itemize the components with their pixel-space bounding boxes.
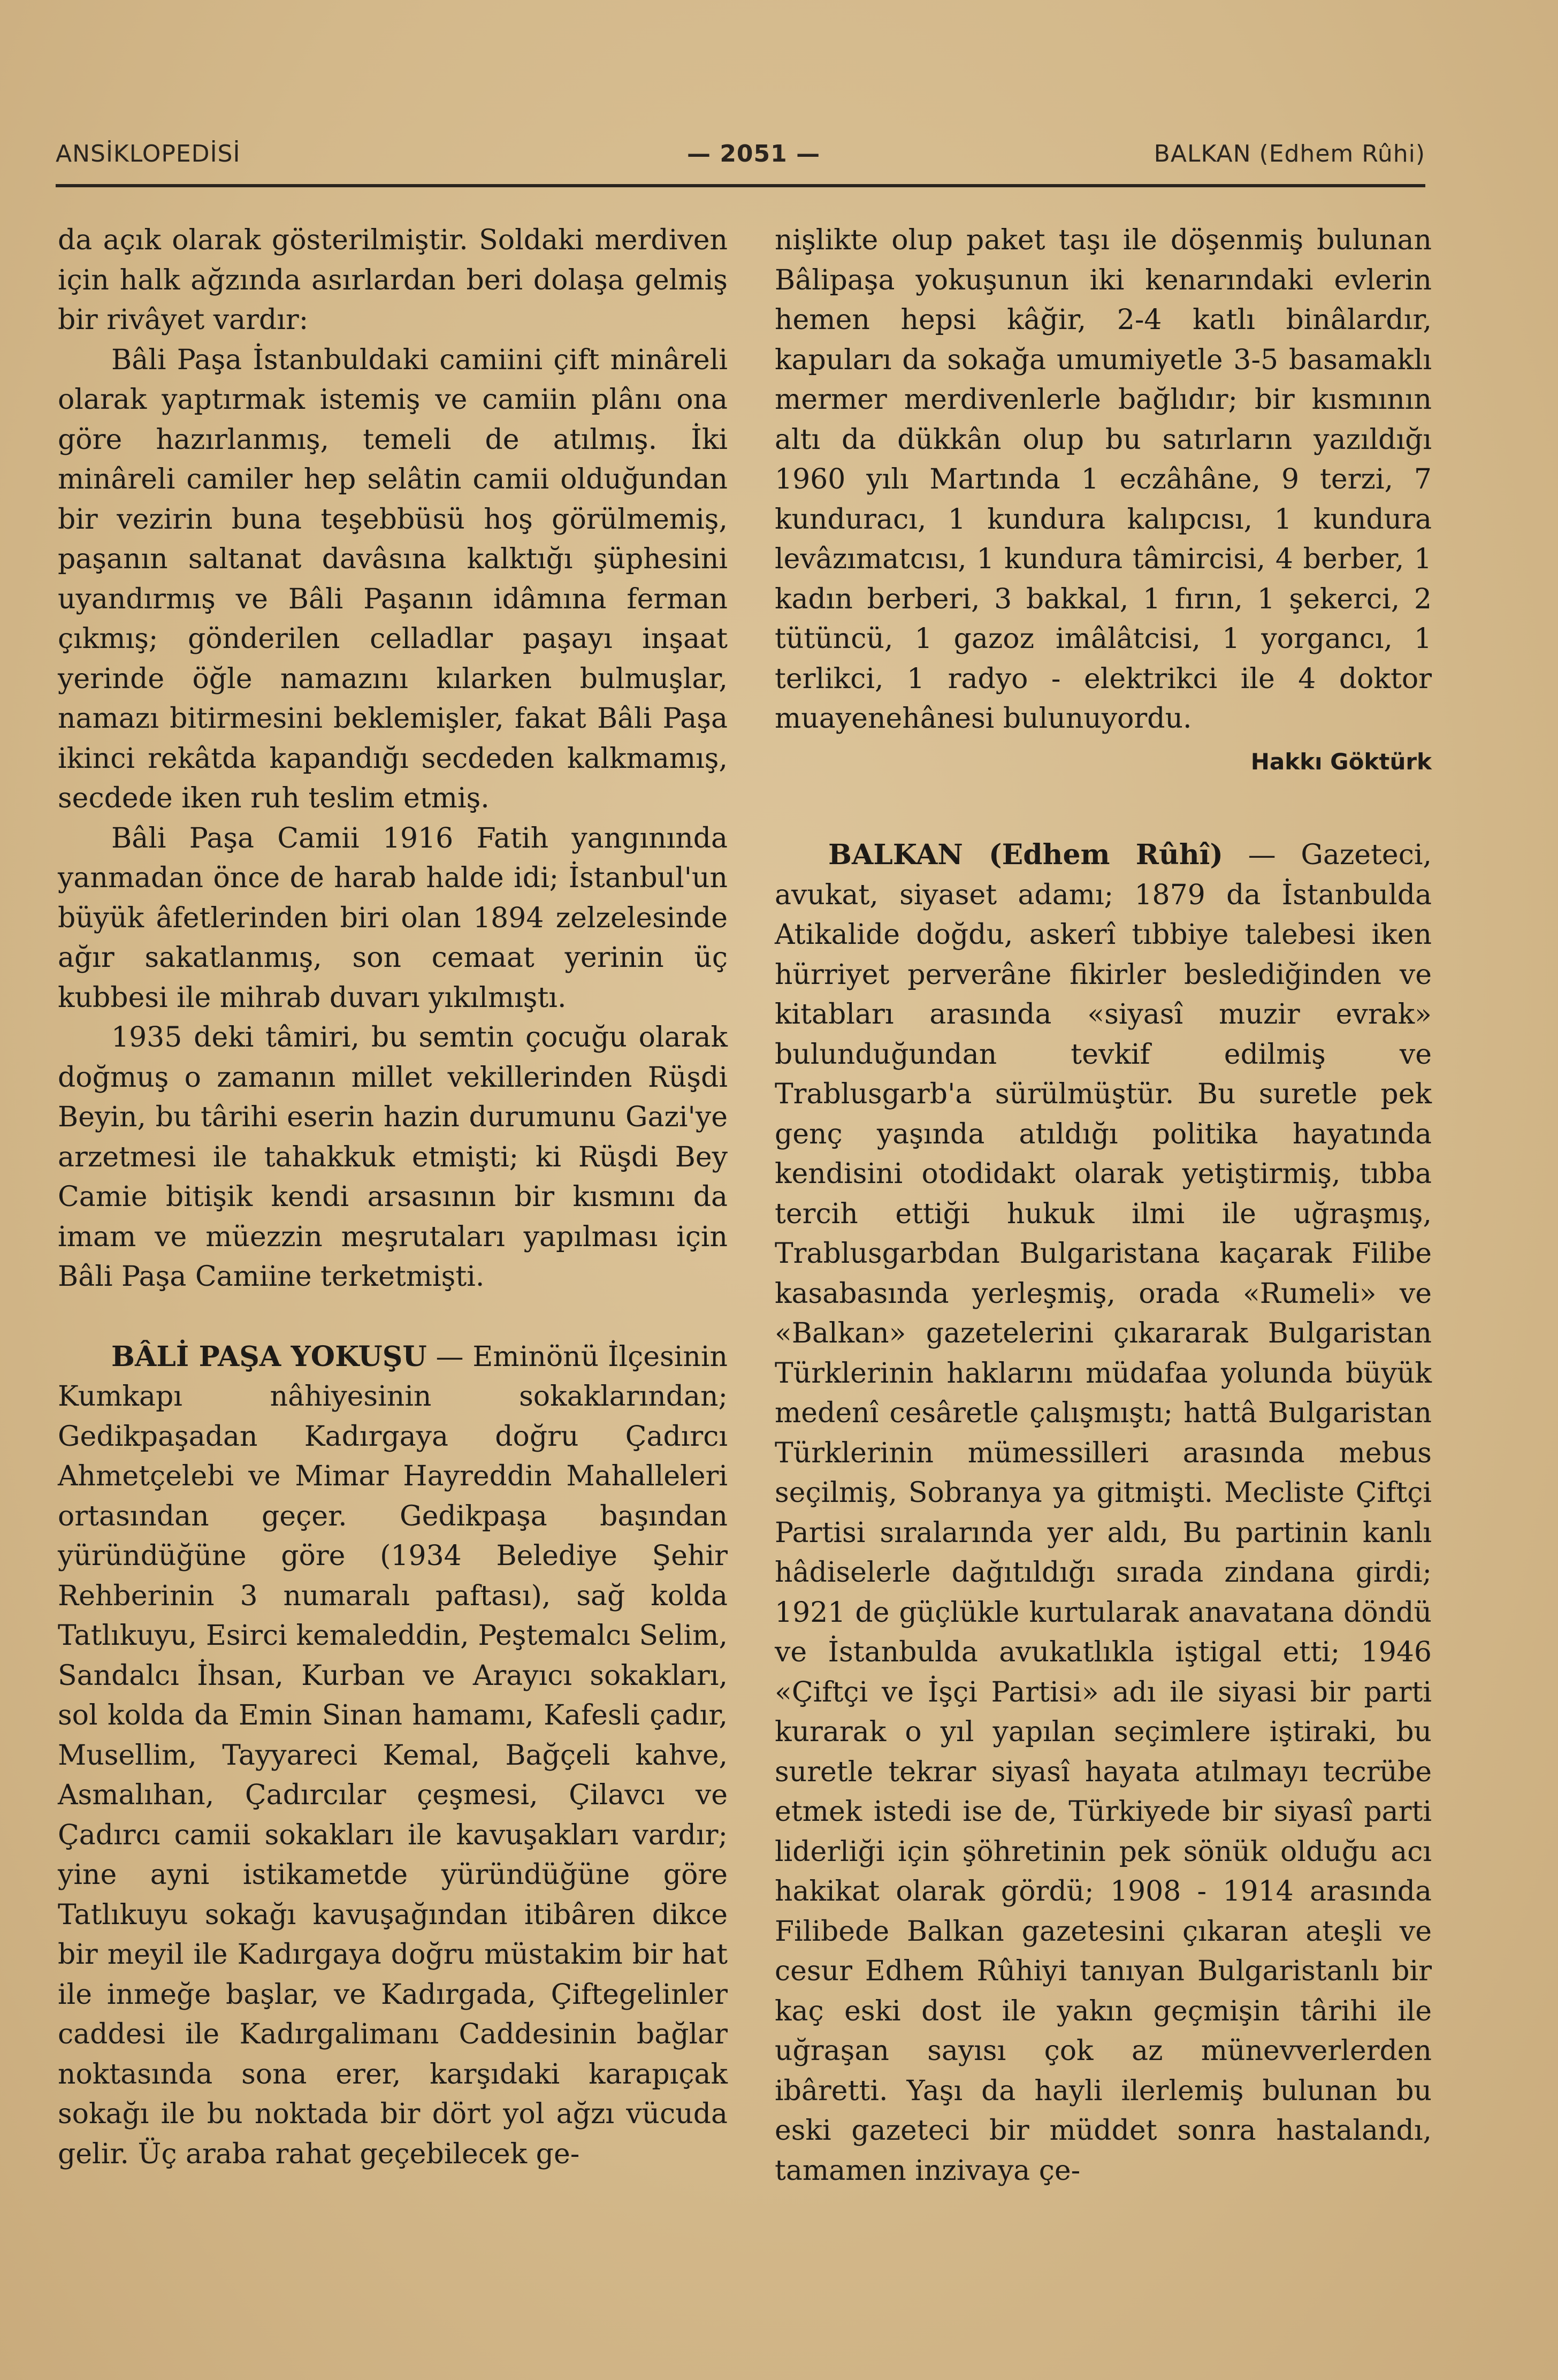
left-paragraph-1: da açık olarak gösterilmiştir. Soldaki merdiven için halk ağzında asırlardan beri dolaşa gelmiş bir rivâyet vardır: bbox=[58, 224, 728, 336]
author-signature: Hakkı Göktürk bbox=[1250, 748, 1432, 775]
right-paragraph-1: nişlikte olup paket taşı ile döşenmiş bulunan Bâlipaşa yokuşunun iki kenarındaki evlerin hemen hepsi kâğir, 2-4 katlı binâlardır, kapuları da sokağa umumiyetle 3-5 basamaklı mermer merdivenlerle bağlıdır; bir kısmının altı da dükkân olup bu satırların yazıldığı 1960 yılı Martında 1 eczâhâne, 9 terzi, 7 kunduracı, 1 kundura kalıpcısı, 1 kundura levâzımatcısı, 1 kundura tâmircisi, 4 berber, 1 kadın berberi, 3 bakkal, 1 fırın, 1 şekerci, 2 tütüncü, 1 gazoz imâlâtcisi, 1 yorgancı, 1 terlikci, 1 radyo - elektrikci ile 4 doktor muayenehânesi bulunuyordu. bbox=[775, 224, 1432, 735]
left-paragraph-4: 1935 deki tâmiri, bu semtin çocuğu olarak doğmuş o zamanın millet vekillerinden Rüşdi Beyin, bu târihi eserin hazin durumunu Gazi'ye arzetmesi ile tahakkuk etmişti; ki Rüşdi Bey Camie bitişik kendi arsasının bir kısmını da imam ve müezzin meşrutaları yapılması için Bâli Paşa Camiine terketmişti. bbox=[58, 1021, 728, 1293]
header-rule bbox=[56, 184, 1425, 187]
header-left: ANSİKLOPEDİSİ bbox=[56, 140, 241, 167]
running-header bbox=[56, 140, 1425, 178]
entry-text: — Eminönü İlçesinin Kumkapı nâhiyesinin sokaklarından; Gedikpaşadan Kadırgaya doğru Çadırcı Ahmetçelebi ve Mimar Hayreddin Mahalleleri ortasından geçer. Gedikpaşa başından yüründüğüne göre (1934 Belediye Şehir Rehberinin 3 numaralı paftası), sağ kolda Tatlıkuyu, Esirci kemaleddin, Peştemalcı Selim, Sandalcı İhsan, Kurban ve Arayıcı sokakları, sol kolda da Emin Sinan hamamı, Kafesli çadır, Musellim, Tayyareci Kemal, Bağçeli kahve, Asmalıhan, Çadırcılar çeşmesi, Çilavcı ve Çadırcı camii sokakları ile kavuşakları vardır; yine ayni istikametde yüründüğüne göre Tatlıkuyu sokağı kavuşağından itibâren dikce bir meyil ile Kadırgaya doğru müstakim bir hat ile inmeğe başlar, ve Kadırgada, Çiftegelinler caddesi ile Kadırgalimanı Caddesinin bağlar noktasında sona erer, karşıdaki karapıçak sokağı ile bu noktada bir dört yol ağzı vücuda gelir. Üç araba rahat geçebilecek ge- bbox=[58, 1340, 728, 2170]
page-number: — 2051 — bbox=[687, 140, 821, 167]
left-paragraph-3: Bâli Paşa Camii 1916 Fatih yangınında yanmadan önce de harab halde idi; İstanbul'un büyük âfetlerinden biri olan 1894 zelzelesinde ağır sakatlanmış, son cemaat yerinin üç kubbesi ile mihrab duvarı yıkılmıştı. bbox=[58, 822, 728, 1014]
left-paragraph-2: Bâli Paşa İstanbuldaki camiini çift minâreli olarak yaptırmak istemiş ve camiin plânı ona göre hazırlanmış, temeli de atılmış. İki minâreli camiler hep selâtin camii olduğundan bir vezirin buna teşebbüsü hoş görülmemiş, paşanın saltanat davâsına kalktığı şüphesini uyandırmış ve Bâli Paşanın idâmına ferman çıkmış; gönderilen celladlar paşayı inşaat yerinde öğle namazını kılarken bulmuşlar, namazı bitirmesini beklemişler, fakat Bâli Paşa ikinci rekâtda kapandığı secdeden kalkmamış, secdede iken ruh teslim etmiş. bbox=[58, 344, 728, 814]
entry-text: — Gazeteci, avukat, siyaset adamı; 1879 da İstanbulda Atikalide doğdu, askerî tıbbiye talebesi iken hürriyet perverâne fikirler beslediğinden ve kitabları arasında «siyasî muzir evrak» bulunduğundan tevkif edilmiş ve Trablusgarb'a sürülmüştür. Bu suretle pek genç yaşında atıldığı politika hayatında kendisini otodidakt olarak yetiştirmiş, tıbba tercih ettiği hukuk ilmi ile uğraşmış, Trablusgarbdan Bulgaristana kaçarak Filibe kasabasında yerleşmiş, orada «Rumeli» ve «Balkan» gazetelerini çıkararak Bulgaristan Türklerinin haklarını müdafaa yolunda büyük medenî cesâretle çalışmıştı; hattâ Bulgaristan Türklerinin mümessilleri arasında mebus seçilmiş, Sobranya ya gitmişti. Mecliste Çiftçi Partisi sıralarında yer aldı, Bu partinin kanlı hâdiselerle dağıtıldığı sırada zindana girdi; 1921 de güçlükle kurtularak anavatana döndü ve İstanbulda avukatlıkla iştigal etti; 1946 «Çiftçi ve İşçi Partisi» adı ile siyasi bir parti kurarak o yıl yapılan seçimlere iştiraki, bu suretle tekrar siyasî hayata atılmayı tecrübe etmek istedi ise de, Türkiyede bir siyasî parti liderliği için şöhretinin pek sönük olduğu acı hakikat olarak gördü; 1908 - 1914 arasında Filibede Balkan gazetesini çıkaran ateşli ve cesur Edhem Rûhiyi tanıyan Bulgaristanlı bir kaç eski dost ile yakın geçmişin târihi ile uğraşan sayısı çok az münevverlerden ibâretti. Yaşı da hayli ilerlemiş bulunan bu eski gazeteci bir müddet sonra hastalandı, tamamen inzivaya çe- bbox=[775, 839, 1432, 2187]
header-right: BALKAN (Edhem Rûhi) bbox=[1154, 140, 1425, 167]
entry-balkan-edhem-ruhi bbox=[775, 835, 1432, 2191]
entry-term: BALKAN (Edhem Rûhî) bbox=[828, 838, 1223, 871]
entry-term: BÂLİ PAŞA YOKUŞU bbox=[111, 1340, 427, 1373]
left-column bbox=[58, 220, 728, 2174]
entry-bali-pasa-yokusu bbox=[58, 1337, 728, 2175]
right-column bbox=[775, 220, 1432, 2191]
